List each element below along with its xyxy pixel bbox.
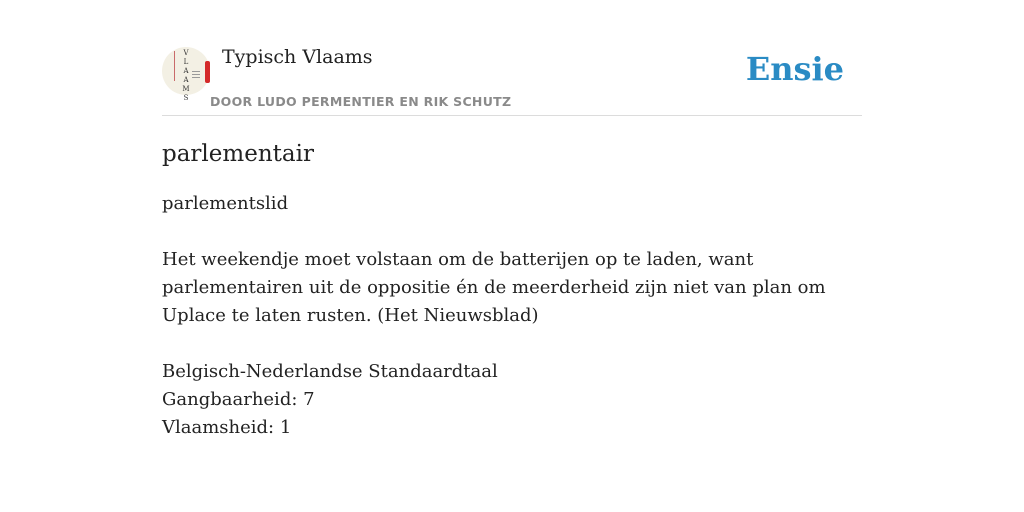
authors-byline: DOOR LUDO PERMENTIER EN RIK SCHUTZ [210,94,512,109]
ensie-brand-logo[interactable]: Ensie [745,50,844,88]
typisch-vlaams-logo[interactable] [162,47,210,102]
vlaamsheid-value: Vlaamsheid: 1 [162,417,292,438]
header [162,40,862,116]
logo-decoration-line [174,51,175,81]
entry-headword: parlementair [162,141,314,167]
language-label: Belgisch-Nederlandse Standaardtaal [162,361,498,382]
logo-letters [179,49,193,103]
entry-definition: parlementslid [162,193,289,214]
entry-example: Het weekendje moet volstaan om de batterijen op te laden, want parlementairen uit de oppositie én de meerderheid zijn niet van plan om Uplace te laten rusten. (Het Nieuwsblad) [162,249,826,326]
logo-letter: A [183,67,189,75]
site-title[interactable]: Typisch Vlaams [222,46,373,68]
entry-content [162,138,862,442]
gangbaarheid-value: Gangbaarheid: 7 [162,389,315,410]
logo-decoration-lines [192,71,200,80]
logo-red-bar [205,61,210,83]
entry-meta [162,358,862,442]
logo-letter: V [183,49,189,57]
logo-letter: L [183,58,189,66]
logo-letter: S [183,94,189,102]
logo-letter: M [182,85,190,93]
logo-letter: A [183,76,189,84]
